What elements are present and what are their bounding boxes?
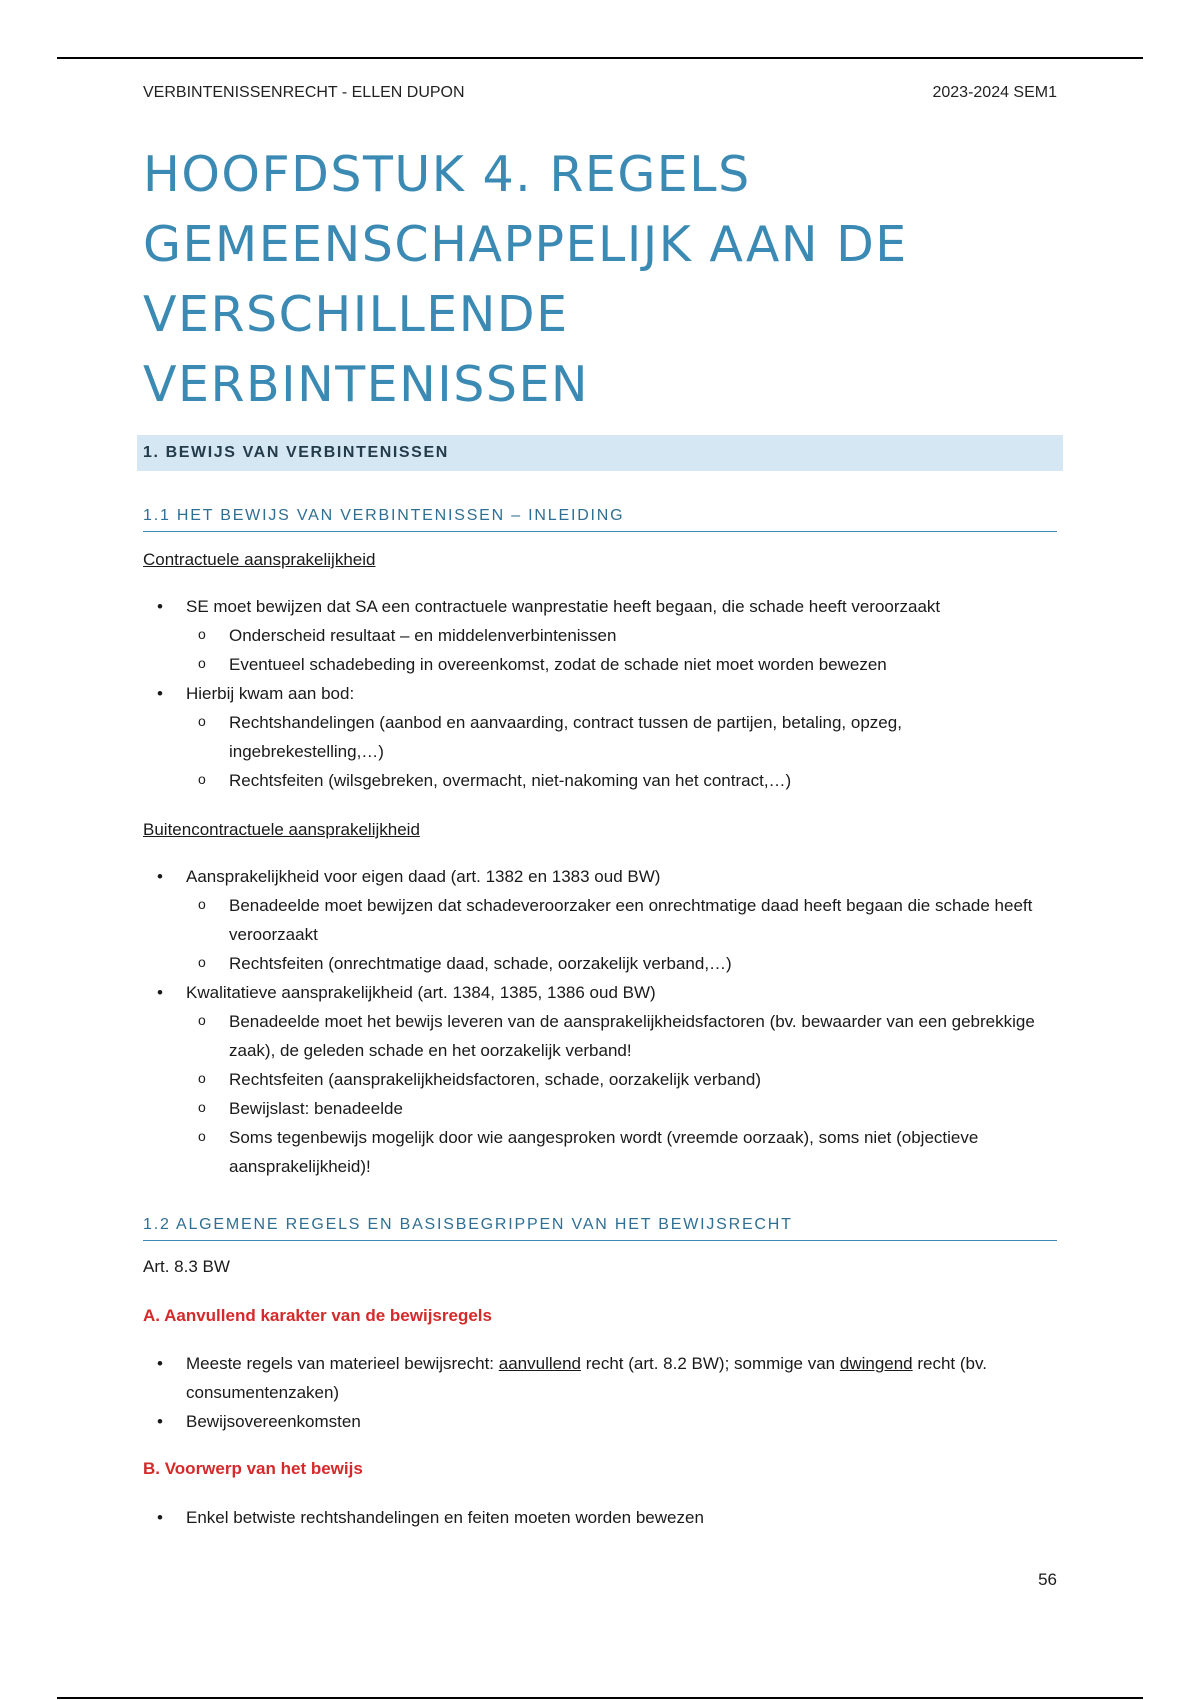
part-b-heading: B. Voorwerp van het bewijs xyxy=(143,1459,363,1478)
underlined-term: aanvullend xyxy=(498,1354,581,1373)
list-item: • Enkel betwiste rechtshandelingen en feiten moeten worden bewezen xyxy=(143,1503,1057,1532)
sub-list-item: o Soms tegenbewijs mogelijk door wie aangesproken wordt (vreemde oorzaak), soms niet (objectieve aansprakelijkheid)! xyxy=(186,1123,1057,1181)
underlined-term: dwingend xyxy=(839,1354,913,1373)
chapter-title-line: HOOFDSTUK 4. REGELS xyxy=(143,146,751,203)
sub-list-item: o Onderscheid resultaat – en middelenverbintenissen xyxy=(186,621,1057,650)
contractual-liability-label: Contractuele aansprakelijkheid xyxy=(143,550,376,569)
part-a-list xyxy=(143,1349,1057,1436)
extra-contractual-liability-list xyxy=(143,862,1057,1181)
header-right: 2023-2024 SEM1 xyxy=(932,84,1057,101)
top-rule xyxy=(57,57,1143,59)
contractual-liability-list xyxy=(143,592,1057,795)
header-left: VERBINTENISSENRECHT - ELLEN DUPON xyxy=(143,84,465,101)
sub-list-item: o Bewijslast: benadeelde xyxy=(186,1094,1057,1123)
part-a-heading: A. Aanvullend karakter van de bewijsregels xyxy=(143,1306,492,1325)
sub-list-item: o Benadeelde moet het bewijs leveren van de aansprakelijkheidsfactoren (bv. bewaarder van een gebrekkige zaak), de geleden schade en het oorzakelijk verband! xyxy=(186,1007,1057,1065)
running-header xyxy=(143,84,1057,102)
sub-list-item: o Rechtsfeiten (wilsgebreken, overmacht, niet-nakoming van het contract,…) xyxy=(186,766,1057,795)
sub-list xyxy=(186,891,1057,978)
sub-list-item: o Benadeelde moet bewijzen dat schadeveroorzaker een onrechtmatige daad heeft begaan die schade heeft veroorzaakt xyxy=(186,891,1057,949)
chapter-title-line: VERBINTENISSEN xyxy=(143,356,590,413)
page-number: 56 xyxy=(1038,1570,1057,1589)
chapter-title-line: GEMEENSCHAPPELIJK AAN DE xyxy=(143,216,908,273)
list-item: • Bewijsovereenkomsten xyxy=(143,1407,1057,1436)
part-b-list xyxy=(143,1503,1057,1532)
chapter-title xyxy=(143,140,1057,420)
section-heading: 1. BEWIJS VAN VERBINTENISSEN xyxy=(143,444,449,461)
extra-contractual-liability-label: Buitencontractuele aansprakelijkheid xyxy=(143,820,420,839)
sub-list xyxy=(186,1007,1057,1181)
sub-list xyxy=(186,708,1057,795)
bottom-rule xyxy=(57,1697,1143,1699)
article-reference: Art. 8.3 BW xyxy=(143,1257,230,1276)
sub-list-item: o Rechtshandelingen (aanbod en aanvaarding, contract tussen de partijen, betaling, opzeg, ingebrekestelling,…) xyxy=(186,708,1057,766)
list-item: • Hierbij kwam aan bod: o Rechtshandelingen (aanbod en aanvaarding, contract tussen de partijen, betaling, opzeg, ingebrekestelling,…) o Rechtsfeiten (wilsgebreken, overmacht, niet-nakoming van het contract,…) xyxy=(143,679,1057,795)
subsection-heading-1-1: 1.1 HET BEWIJS VAN VERBINTENISSEN – INLEIDING xyxy=(143,507,1057,532)
section-heading-bar xyxy=(137,435,1063,471)
list-item: • SE moet bewijzen dat SA een contractuele wanprestatie heeft begaan, die schade heeft veroorzaakt o Onderscheid resultaat – en middelenverbintenissen o Eventueel schadebeding in overeenkomst, zodat de schade niet moet worden bewezen xyxy=(143,592,1057,679)
sub-list xyxy=(186,621,1057,679)
chapter-title-line: VERSCHILLENDE xyxy=(143,286,569,343)
list-item: • Aansprakelijkheid voor eigen daad (art. 1382 en 1383 oud BW) o Benadeelde moet bewijzen dat schadeveroorzaker een onrechtmatige daad heeft begaan die schade heeft veroorzaakt o Rechtsfeiten (onrechtmatige daad, schade, oorzakelijk verband,…) xyxy=(143,862,1057,978)
subsection-heading-1-2: 1.2 ALGEMENE REGELS EN BASISBEGRIPPEN VAN HET BEWIJSRECHT xyxy=(143,1216,1057,1241)
sub-list-item: o Eventueel schadebeding in overeenkomst, zodat de schade niet moet worden bewezen xyxy=(186,650,1057,679)
list-item: • Meeste regels van materieel bewijsrecht: aanvullend recht (art. 8.2 BW); sommige van dwingend recht (bv. consumentenzaken) xyxy=(143,1349,1057,1407)
sub-list-item: o Rechtsfeiten (onrechtmatige daad, schade, oorzakelijk verband,…) xyxy=(186,949,1057,978)
sub-list-item: o Rechtsfeiten (aansprakelijkheidsfactoren, schade, oorzakelijk verband) xyxy=(186,1065,1057,1094)
list-item: • Kwalitatieve aansprakelijkheid (art. 1384, 1385, 1386 oud BW) o Benadeelde moet het bewijs leveren van de aansprakelijkheidsfactoren (bv. bewaarder van een gebrekkige zaak), de geleden schade en het oorzakelijk verband! o Rechtsfeiten (aansprakelijkheidsfactoren, schade, oorzakelijk verband) o Bewijslast: benadeelde o Soms tegenbewijs mogelijk door wie aangesproken wordt (vreemde oorzaak), soms niet (objectieve aansprakelijkheid)! xyxy=(143,978,1057,1181)
